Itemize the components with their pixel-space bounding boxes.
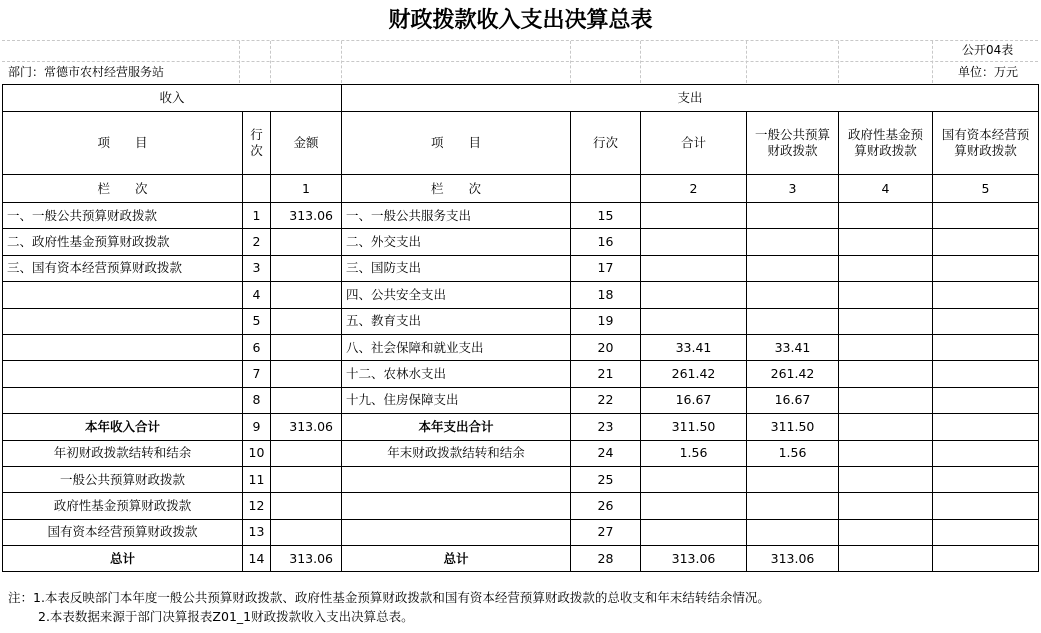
income-item-cell [3, 387, 243, 413]
expense-total-cell [641, 203, 747, 229]
grid-line [570, 41, 571, 83]
income-item-cell [3, 361, 243, 387]
income-line-cell: 13 [243, 519, 271, 545]
general-budget-cell [747, 466, 839, 492]
income-line-cell: 3 [243, 255, 271, 281]
general-budget-cell: 1.56 [747, 440, 839, 466]
page-title: 财政拨款收入支出决算总表 [388, 7, 653, 33]
income-amount-cell [271, 493, 342, 519]
table-row [3, 255, 1039, 281]
income-amount-cell [271, 282, 342, 308]
empty-cell [243, 175, 271, 203]
gov-fund-cell [839, 440, 933, 466]
gov-fund-cell [839, 414, 933, 440]
income-line-cell: 8 [243, 387, 271, 413]
expense-line-cell: 21 [571, 361, 641, 387]
income-item-header: 项 目 [3, 112, 243, 175]
income-item-cell: 总计 [3, 546, 243, 572]
expense-total-cell [641, 282, 747, 308]
income-item-cell: 一、一般公共预算财政拨款 [3, 203, 243, 229]
table-code: 公开04表 [962, 43, 1014, 57]
expense-line-header: 行次 [571, 112, 641, 175]
expense-item-cell: 四、公共安全支出 [342, 282, 571, 308]
income-amount-cell [271, 440, 342, 466]
gov-fund-cell [839, 466, 933, 492]
expense-item-cell: 一、一般公共服务支出 [342, 203, 571, 229]
income-item-cell: 年初财政拨款结转和结余 [3, 440, 243, 466]
expense-header: 支出 [342, 85, 1039, 112]
income-amount-cell: 313.06 [271, 414, 342, 440]
department-label: 部门：常德市农村经营服务站 [8, 65, 165, 79]
col-number-3: 3 [747, 175, 839, 203]
grid-line [239, 41, 240, 83]
expense-total-cell [641, 229, 747, 255]
general-budget-cell [747, 282, 839, 308]
table-row [3, 546, 1039, 572]
expense-item-cell: 十二、农林水支出 [342, 361, 571, 387]
income-item-cell: 一般公共预算财政拨款 [3, 466, 243, 492]
state-capital-cell [933, 466, 1039, 492]
income-line-cell: 11 [243, 466, 271, 492]
expense-item-cell: 本年支出合计 [342, 414, 571, 440]
general-budget-cell: 261.42 [747, 361, 839, 387]
income-item-cell: 政府性基金预算财政拨款 [3, 493, 243, 519]
income-item-cell [3, 334, 243, 360]
expense-item-cell [342, 493, 571, 519]
column-label-expense: 栏 次 [342, 175, 571, 203]
empty-cell [571, 175, 641, 203]
expense-line-cell: 17 [571, 255, 641, 281]
general-budget-cell [747, 255, 839, 281]
expense-line-cell: 18 [571, 282, 641, 308]
general-budget-header: 一般公共预算财政拨款 [747, 112, 839, 175]
expense-line-cell: 20 [571, 334, 641, 360]
expense-item-cell: 十九、住房保障支出 [342, 387, 571, 413]
income-amount-cell [271, 255, 342, 281]
unit-label: 单位：万元 [958, 65, 1019, 79]
table-row [3, 440, 1039, 466]
table-row [3, 414, 1039, 440]
income-amount-cell [271, 334, 342, 360]
state-capital-cell [933, 308, 1039, 334]
table-row [3, 282, 1039, 308]
expense-total-cell [641, 519, 747, 545]
income-line-cell: 9 [243, 414, 271, 440]
state-capital-cell [933, 334, 1039, 360]
income-line-cell: 7 [243, 361, 271, 387]
expense-item-cell: 三、国防支出 [342, 255, 571, 281]
general-budget-cell: 313.06 [747, 546, 839, 572]
state-capital-cell [933, 229, 1039, 255]
income-amount-cell [271, 466, 342, 492]
expense-item-cell: 年末财政拨款结转和结余 [342, 440, 571, 466]
table-row [3, 203, 1039, 229]
state-capital-cell [933, 387, 1039, 413]
state-capital-cell [933, 255, 1039, 281]
expense-line-cell: 23 [571, 414, 641, 440]
expense-total-cell [641, 493, 747, 519]
expense-item-cell: 八、社会保障和就业支出 [342, 334, 571, 360]
grid-line [746, 41, 747, 83]
gov-fund-cell [839, 282, 933, 308]
gov-fund-cell [839, 493, 933, 519]
grid-line [932, 41, 933, 83]
expense-line-cell: 16 [571, 229, 641, 255]
table-row [3, 361, 1039, 387]
expense-item-header: 项 目 [342, 112, 571, 175]
income-item-cell: 国有资本经营预算财政拨款 [3, 519, 243, 545]
grid-line [341, 41, 342, 83]
income-amount-cell [271, 361, 342, 387]
general-budget-cell: 311.50 [747, 414, 839, 440]
table-row [3, 519, 1039, 545]
income-line-cell: 2 [243, 229, 271, 255]
gov-fund-cell [839, 546, 933, 572]
income-amount-cell: 313.06 [271, 203, 342, 229]
state-capital-header: 国有资本经营预算财政拨款 [933, 112, 1039, 175]
grid-line [838, 41, 839, 83]
gov-fund-cell [839, 255, 933, 281]
expense-line-cell: 25 [571, 466, 641, 492]
state-capital-cell [933, 493, 1039, 519]
income-amount-cell: 313.06 [271, 546, 342, 572]
column-label-income: 栏 次 [3, 175, 243, 203]
state-capital-cell [933, 519, 1039, 545]
expense-total-cell: 313.06 [641, 546, 747, 572]
income-line-cell: 12 [243, 493, 271, 519]
expense-item-cell: 二、外交支出 [342, 229, 571, 255]
grid-line [2, 61, 1038, 62]
income-amount-cell [271, 229, 342, 255]
gov-fund-cell [839, 203, 933, 229]
expense-total-cell [641, 255, 747, 281]
state-capital-cell [933, 203, 1039, 229]
table-row [3, 466, 1039, 492]
state-capital-cell [933, 546, 1039, 572]
income-line-cell: 1 [243, 203, 271, 229]
table-row [3, 308, 1039, 334]
expense-item-cell: 五、教育支出 [342, 308, 571, 334]
general-budget-cell: 16.67 [747, 387, 839, 413]
general-budget-cell [747, 203, 839, 229]
note-1: 注：1.本表反映部门本年度一般公共预算财政拨款、政府性基金预算财政拨款和国有资本经营预算财政拨款的总收支和年末结转结余情况。 [8, 590, 770, 605]
budget-summary-table [2, 84, 1039, 572]
table-row [3, 229, 1039, 255]
expense-total-cell: 33.41 [641, 334, 747, 360]
expense-total-cell: 261.42 [641, 361, 747, 387]
income-item-cell: 本年收入合计 [3, 414, 243, 440]
income-item-cell [3, 282, 243, 308]
expense-line-cell: 24 [571, 440, 641, 466]
state-capital-cell [933, 361, 1039, 387]
total-header: 合计 [641, 112, 747, 175]
income-amount-cell [271, 308, 342, 334]
note-2: 2.本表数据来源于部门决算报表Z01_1财政拨款收入支出决算总表。 [38, 609, 414, 624]
table-row [3, 334, 1039, 360]
expense-total-cell: 1.56 [641, 440, 747, 466]
general-budget-cell [747, 519, 839, 545]
amount-header: 金额 [271, 112, 342, 175]
expense-item-cell [342, 519, 571, 545]
gov-fund-cell [839, 387, 933, 413]
income-line-cell: 6 [243, 334, 271, 360]
state-capital-cell [933, 414, 1039, 440]
grid-line [640, 41, 641, 83]
col-number-4: 4 [839, 175, 933, 203]
income-amount-cell [271, 387, 342, 413]
expense-total-cell: 16.67 [641, 387, 747, 413]
grid-line [270, 41, 271, 83]
expense-line-cell: 28 [571, 546, 641, 572]
income-line-cell: 4 [243, 282, 271, 308]
state-capital-cell [933, 282, 1039, 308]
income-item-cell: 二、政府性基金预算财政拨款 [3, 229, 243, 255]
expense-line-cell: 15 [571, 203, 641, 229]
gov-fund-header: 政府性基金预算财政拨款 [839, 112, 933, 175]
income-line-header: 行次 [243, 112, 271, 175]
income-line-cell: 5 [243, 308, 271, 334]
income-amount-cell [271, 519, 342, 545]
general-budget-cell: 33.41 [747, 334, 839, 360]
gov-fund-cell [839, 229, 933, 255]
table-row [3, 387, 1039, 413]
expense-total-cell [641, 466, 747, 492]
general-budget-cell [747, 308, 839, 334]
expense-total-cell [641, 308, 747, 334]
col-number-2: 2 [641, 175, 747, 203]
gov-fund-cell [839, 361, 933, 387]
income-line-cell: 14 [243, 546, 271, 572]
gov-fund-cell [839, 334, 933, 360]
income-header: 收入 [3, 85, 342, 112]
gov-fund-cell [839, 308, 933, 334]
expense-line-cell: 19 [571, 308, 641, 334]
income-item-cell [3, 308, 243, 334]
expense-item-cell: 总计 [342, 546, 571, 572]
income-item-cell: 三、国有资本经营预算财政拨款 [3, 255, 243, 281]
col-number-1: 1 [271, 175, 342, 203]
state-capital-cell [933, 440, 1039, 466]
expense-line-cell: 27 [571, 519, 641, 545]
general-budget-cell [747, 229, 839, 255]
table-row [3, 493, 1039, 519]
expense-line-cell: 22 [571, 387, 641, 413]
col-number-5: 5 [933, 175, 1039, 203]
general-budget-cell [747, 493, 839, 519]
expense-item-cell [342, 466, 571, 492]
income-line-cell: 10 [243, 440, 271, 466]
expense-total-cell: 311.50 [641, 414, 747, 440]
gov-fund-cell [839, 519, 933, 545]
expense-line-cell: 26 [571, 493, 641, 519]
